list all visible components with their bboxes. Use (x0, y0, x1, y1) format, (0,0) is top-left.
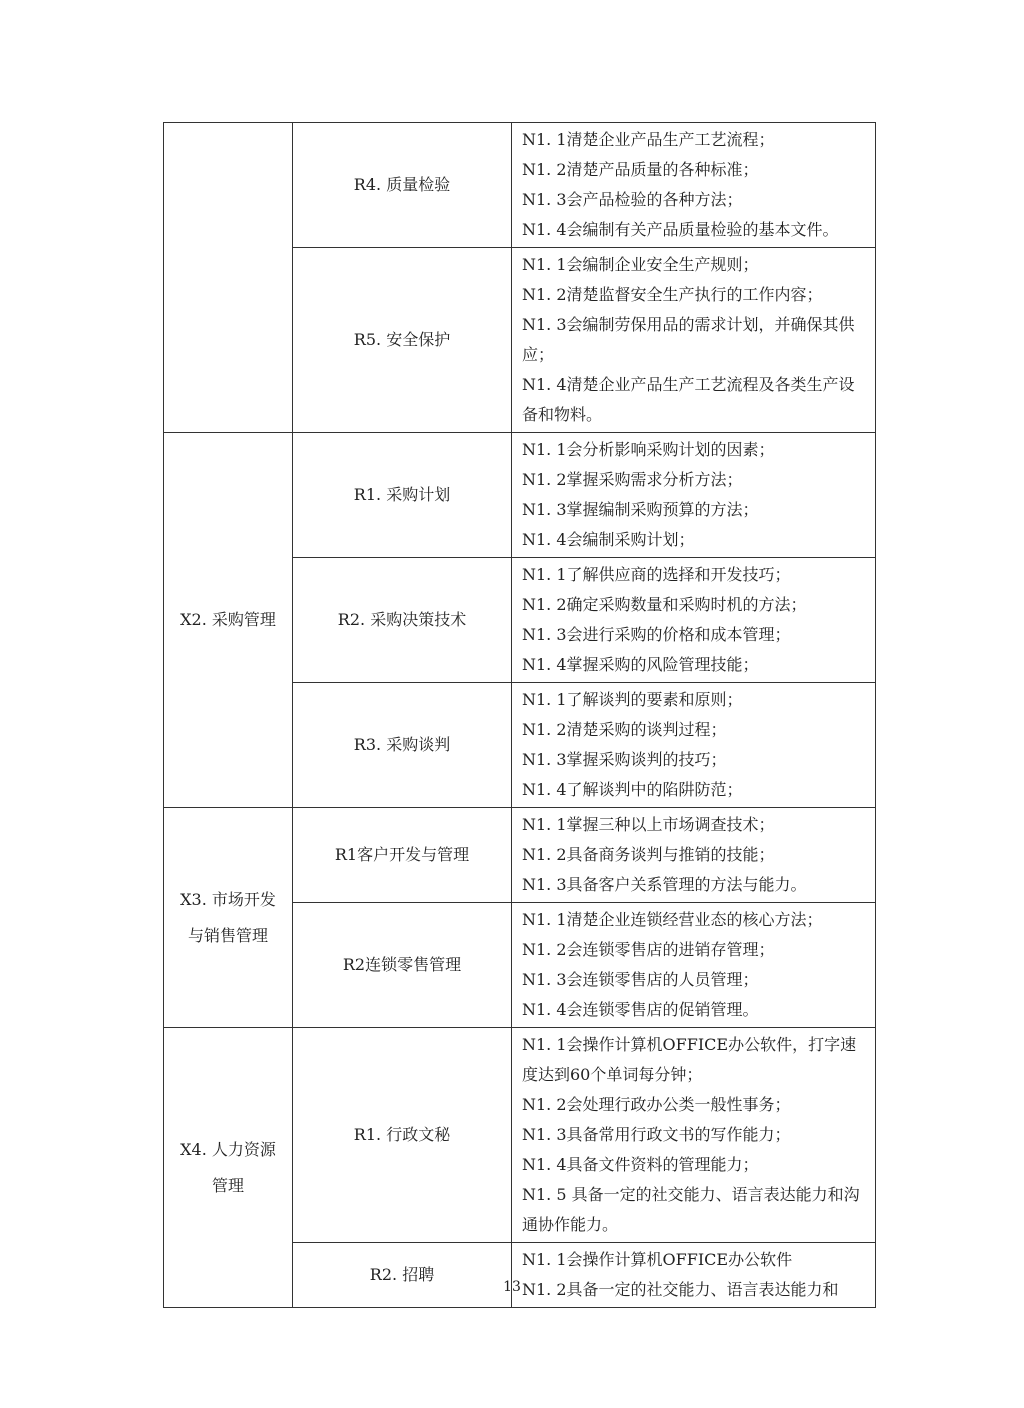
knowledge-cell (512, 123, 876, 248)
knowledge-cell (512, 683, 876, 808)
knowledge-item: N1. 4掌握采购的风险管理技能； (522, 655, 759, 674)
table-row (164, 1028, 876, 1243)
competency-table (163, 122, 876, 1308)
knowledge-item: N1. 2清楚监督安全生产执行的工作内容； (522, 285, 823, 304)
ability-label: R4. 质量检验 (353, 175, 451, 194)
category-cell (164, 433, 293, 808)
knowledge-item: N1. 2具备商务谈判与推销的技能； (522, 845, 775, 864)
knowledge-item: N1. 2会处理行政办公类一般性事务； (522, 1095, 791, 1114)
knowledge-item: N1. 3会编制劳保用品的需求计划，并确保其供应； (522, 315, 855, 364)
knowledge-item: N1. 1了解供应商的选择和开发技巧； (522, 565, 791, 584)
knowledge-item: N1. 2确定采购数量和采购时机的方法； (522, 595, 807, 614)
ability-label: R3. 采购谈判 (353, 735, 451, 754)
knowledge-item: N1. 4会编制有关产品质量检验的基本文件。 (522, 220, 839, 239)
knowledge-item: N1. 5 具备一定的社交能力、语言表达能力和沟通协作能力。 (522, 1185, 860, 1234)
ability-cell (293, 1243, 512, 1308)
knowledge-item: N1. 1会分析影响采购计划的因素； (522, 440, 775, 459)
knowledge-item: N1. 2清楚采购的谈判过程； (522, 720, 727, 739)
knowledge-item: N1. 3会进行采购的价格和成本管理； (522, 625, 791, 644)
table-row (164, 808, 876, 903)
ability-cell (293, 248, 512, 433)
knowledge-item: N1. 2掌握采购需求分析方法； (522, 470, 743, 489)
category-label: X3. 市场开发 (180, 889, 276, 909)
knowledge-item: N1. 4会连锁零售店的促销管理。 (522, 1000, 759, 1019)
knowledge-cell (512, 558, 876, 683)
ability-cell (293, 808, 512, 903)
knowledge-item: N1. 3掌握采购谈判的技巧； (522, 750, 727, 769)
knowledge-item: N1. 3会连锁零售店的人员管理； (522, 970, 759, 989)
knowledge-item: N1. 1清楚企业产品生产工艺流程； (522, 130, 775, 149)
ability-cell (293, 683, 512, 808)
category-label: X2. 采购管理 (180, 610, 276, 629)
ability-label: R1. 采购计划 (353, 485, 451, 504)
knowledge-item: N1. 1会操作计算机OFFICE办公软件，打字速度达到60个单词每分钟； (522, 1035, 857, 1084)
category-cell (164, 123, 293, 433)
ability-label: R2. 采购决策技术 (337, 610, 467, 629)
ability-label: R2. 招聘 (369, 1265, 435, 1284)
category-cell (164, 1028, 293, 1308)
knowledge-item: N1. 4具备文件资料的管理能力； (522, 1155, 759, 1174)
ability-cell (293, 1028, 512, 1243)
knowledge-item: N1. 3具备常用行政文书的写作能力； (522, 1125, 791, 1144)
knowledge-item: N1. 2清楚产品质量的各种标准； (522, 160, 759, 179)
knowledge-item: N1. 4清楚企业产品生产工艺流程及各类生产设备和物料。 (522, 375, 855, 424)
category-label: 管理 (211, 1175, 244, 1195)
knowledge-cell (512, 433, 876, 558)
ability-cell (293, 123, 512, 248)
knowledge-cell (512, 808, 876, 903)
knowledge-item: N1. 3掌握编制采购预算的方法； (522, 500, 759, 519)
knowledge-cell (512, 248, 876, 433)
ability-cell (293, 433, 512, 558)
knowledge-item: N1. 2具备一定的社交能力、语言表达能力和 (522, 1280, 839, 1299)
category-label: X4. 人力资源 (180, 1139, 276, 1159)
knowledge-item: N1. 4了解谈判中的陷阱防范； (522, 780, 743, 799)
knowledge-item: N1. 1了解谈判的要素和原则； (522, 690, 743, 709)
knowledge-item: N1. 1清楚企业连锁经营业态的核心方法； (522, 910, 823, 929)
category-label: 与销售管理 (187, 925, 268, 945)
knowledge-item: N1. 3具备客户关系管理的方法与能力。 (522, 875, 807, 894)
knowledge-item: N1. 3会产品检验的各种方法； (522, 190, 743, 209)
page-number: 13 (503, 1279, 521, 1295)
knowledge-cell (512, 1028, 876, 1243)
knowledge-item: N1. 4会编制采购计划； (522, 530, 695, 549)
knowledge-item: N1. 1掌握三种以上市场调查技术； (522, 815, 775, 834)
category-cell (164, 808, 293, 1028)
knowledge-item: N1. 2会连锁零售店的进销存管理； (522, 940, 775, 959)
ability-label: R2连锁零售管理 (342, 955, 462, 974)
knowledge-cell (512, 1243, 876, 1308)
ability-label: R1客户开发与管理 (334, 845, 470, 864)
knowledge-item: N1. 1会编制企业安全生产规则； (522, 255, 759, 274)
table-row (164, 123, 876, 248)
ability-label: R1. 行政文秘 (353, 1125, 451, 1144)
ability-cell (293, 903, 512, 1028)
knowledge-cell (512, 903, 876, 1028)
knowledge-item: N1. 1会操作计算机OFFICE办公软件 (522, 1250, 793, 1269)
ability-label: R5. 安全保护 (353, 330, 451, 349)
ability-cell (293, 558, 512, 683)
table-row (164, 433, 876, 558)
